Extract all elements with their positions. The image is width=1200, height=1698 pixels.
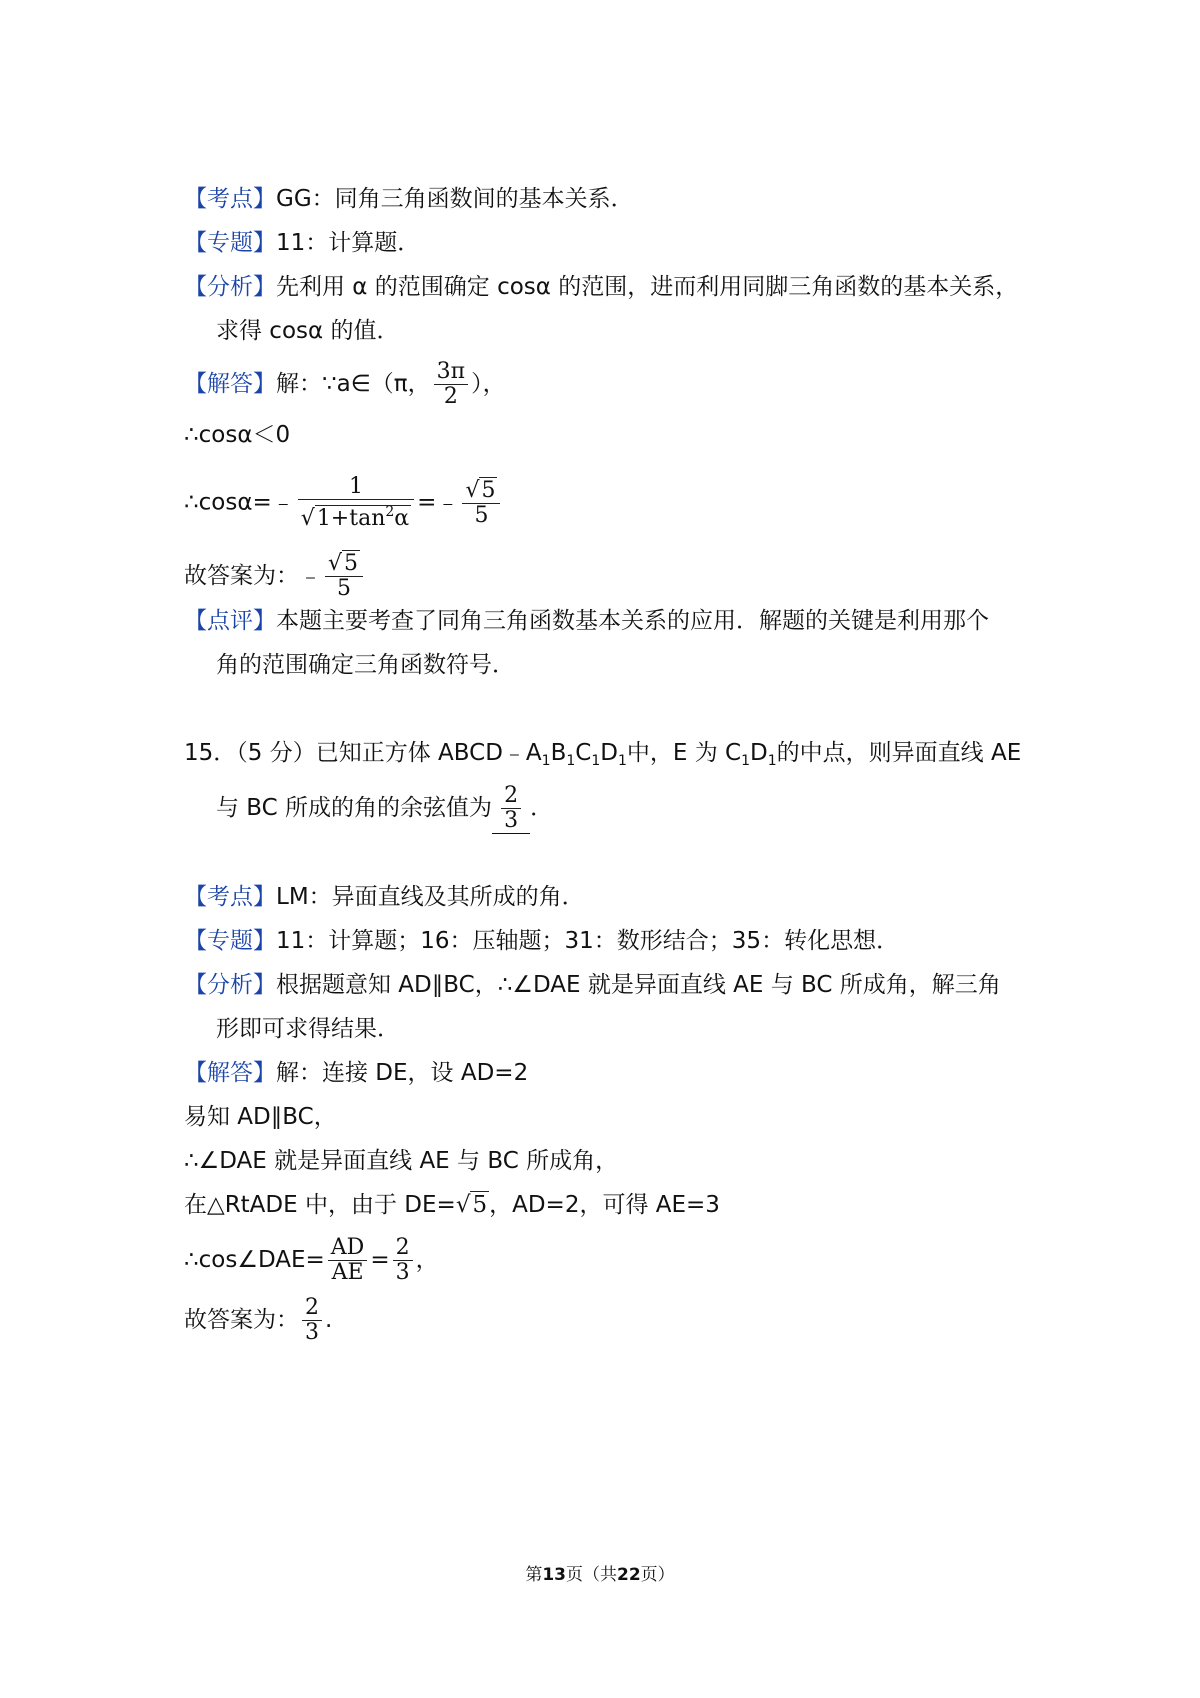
fraction-numerator: 3π — [436, 359, 466, 384]
fraction-denominator: AE — [328, 1260, 368, 1285]
fraction-numerator — [325, 552, 363, 576]
zhuanti-tag: 【专题】 — [184, 230, 276, 256]
sqrt-symbol: √5 — [465, 477, 496, 503]
subscript: 1 — [566, 753, 576, 769]
answer-blank — [492, 784, 530, 834]
zhuanti-line-1 — [184, 228, 420, 258]
s3-suffix: ，AD=2，可得 AE=3 — [489, 1192, 720, 1218]
fraction-denominator: 3 — [501, 808, 521, 833]
radicand-var: α — [394, 506, 410, 531]
fraction-sqrt5-over-5 — [462, 479, 500, 528]
subscript: 1 — [541, 753, 551, 769]
kaodian-text: GG：同角三角函数间的基本关系． — [276, 186, 634, 212]
footer-mid: 页（共 — [566, 1565, 617, 1585]
exponent: 2 — [385, 504, 395, 520]
radicand-base: 1+tan — [316, 506, 386, 531]
jieda-line-1 — [184, 360, 506, 409]
subscript: 1 — [617, 753, 627, 769]
ans-prefix: 故答案为： — [184, 1307, 299, 1333]
fraction-numerator: 2 — [504, 783, 519, 808]
dianping-tag: 【点评】 — [184, 608, 276, 634]
fenxi-line-2 — [184, 970, 1001, 1000]
fraction-sqrt5-over-5 — [325, 552, 363, 601]
fraction-denominator — [298, 499, 414, 531]
zhuanti-line-2 — [184, 926, 899, 956]
fraction-2-over-3 — [302, 1296, 322, 1345]
step-angle — [184, 1146, 618, 1176]
kaodian-tag: 【考点】 — [184, 884, 276, 910]
radicand: 5 — [481, 477, 496, 503]
step2-eq: =﹣ — [417, 489, 460, 516]
fraction-ad-over-ae — [328, 1236, 368, 1285]
s4-eq: = — [370, 1247, 390, 1273]
s4-suffix: ， — [415, 1247, 439, 1273]
sqrt-symbol: √5 — [328, 551, 359, 576]
fraction-numerator: 2 — [395, 1235, 410, 1260]
jieda-prefix: 解：∵a∈（π， — [276, 371, 431, 397]
fraction-denominator: 3 — [302, 1320, 322, 1345]
fraction-denominator: 5 — [462, 503, 500, 528]
page-footer — [0, 1560, 1200, 1585]
fraction-3pi-over-2 — [434, 360, 468, 409]
step2-prefix: ∴cosα=﹣ — [184, 489, 295, 516]
fraction-2-over-3 — [393, 1236, 413, 1285]
fraction-denominator: 3 — [393, 1260, 413, 1285]
fraction-numerator: 1 — [348, 474, 363, 499]
step-parallel — [184, 1102, 337, 1132]
dianping-text-cont: 角的范围确定三角函数符号． — [216, 652, 515, 678]
kaodian-line-2 — [184, 882, 585, 912]
p15-mid: 中，E 为 C — [626, 740, 742, 766]
subscript: 1 — [591, 753, 601, 769]
s1-text: 易知 AD∥BC， — [184, 1104, 337, 1130]
jieda-suffix: ）， — [471, 371, 506, 397]
step-triangle — [184, 1190, 720, 1220]
dianping-text: 本题主要考查了同角三角函数基本关系的应用．解题的关键是利用那个 — [276, 608, 989, 634]
vertex-d: D — [600, 740, 618, 766]
fraction-one-over-sqrt — [298, 475, 414, 531]
jieda-text: 解：连接 DE，设 AD=2 — [276, 1060, 529, 1086]
fenxi-text: 先利用 α 的范围确定 cosα 的范围，进而利用同脚三角函数的基本关系， — [276, 274, 1019, 300]
fenxi-text-cont: 求得 cosα 的值． — [216, 318, 400, 344]
jieda-line-2 — [184, 1058, 528, 1088]
zhuanti-text: 11：计算题；16：压轴题；31：数形结合；35：转化思想． — [276, 928, 900, 954]
vertex-d: D — [750, 740, 768, 766]
dianping-line-1 — [184, 606, 989, 636]
fenxi-text: 根据题意知 AD∥BC，∴∠DAE 就是异面直线 AE 与 BC 所成角，解三角 — [276, 972, 1001, 998]
sqrt-symbol: √5 — [455, 1192, 488, 1218]
jieda-tag: 【解答】 — [184, 371, 276, 397]
p15-prefix: 15．（5 分）已知正方体 ABCD﹣A — [184, 740, 542, 766]
total-page-count: 22 — [617, 1565, 641, 1585]
step-cos-value — [184, 475, 503, 531]
current-page-number: 13 — [542, 1565, 566, 1585]
subscript: 1 — [741, 753, 751, 769]
fraction-numerator: AD — [330, 1235, 365, 1260]
radicand: 5 — [344, 551, 359, 576]
step-cos-negative — [184, 420, 290, 450]
zhuanti-tag: 【专题】 — [184, 928, 276, 954]
kaodian-line-1 — [184, 184, 634, 214]
zhuanti-text: 11：计算题． — [276, 230, 421, 256]
ans-suffix: . — [325, 1307, 333, 1333]
answer-line-1 — [184, 552, 366, 601]
problem-15-line-2 — [216, 784, 553, 834]
answer-line-2 — [184, 1296, 332, 1345]
jieda-tag: 【解答】 — [184, 1060, 276, 1086]
fenxi-line-1 — [184, 272, 1018, 302]
step-cos-dae — [184, 1236, 439, 1285]
fraction-2-over-3 — [501, 784, 521, 833]
fraction-numerator — [462, 479, 500, 503]
footer-pre: 第 — [525, 1565, 543, 1585]
fraction-numerator: 2 — [305, 1295, 319, 1320]
answer-prefix: 故答案为：﹣ — [184, 563, 322, 589]
p15-line2-suffix: ． — [530, 795, 554, 821]
p15-line2-prefix: 与 BC 所成的角的余弦值为 — [216, 795, 493, 821]
s4-prefix: ∴cos∠DAE= — [184, 1247, 325, 1273]
fenxi-tag: 【分析】 — [184, 972, 276, 998]
subscript: 1 — [767, 753, 777, 769]
fenxi-line-1-cont — [216, 316, 399, 346]
fenxi-line-2-cont — [216, 1014, 400, 1044]
vertex-b: B — [550, 740, 567, 766]
footer-post: 页） — [640, 1565, 675, 1585]
s2-text: ∴∠DAE 就是异面直线 AE 与 BC 所成角， — [184, 1148, 619, 1174]
kaodian-text: LM：异面直线及其所成的角． — [276, 884, 585, 910]
step1-text: ∴cosα＜0 — [184, 422, 291, 448]
fraction-denominator: 2 — [434, 384, 468, 409]
fenxi-text-cont: 形即可求得结果． — [216, 1016, 400, 1042]
kaodian-tag: 【考点】 — [184, 186, 276, 212]
radicand — [315, 505, 411, 531]
fraction-denominator: 5 — [325, 576, 363, 601]
sqrt-symbol: $√1+\tan^2\alpha$ — [300, 504, 410, 531]
problem-15-line-1 — [184, 738, 1021, 776]
fenxi-tag: 【分析】 — [184, 274, 276, 300]
dianping-line-1-cont — [216, 650, 515, 680]
radicand: 5 — [472, 1192, 488, 1218]
p15-mid2: 的中点，则异面直线 AE — [776, 740, 1022, 766]
vertex-c: C — [575, 740, 592, 766]
s3-prefix: 在△RtADE 中，由于 DE= — [184, 1192, 456, 1218]
